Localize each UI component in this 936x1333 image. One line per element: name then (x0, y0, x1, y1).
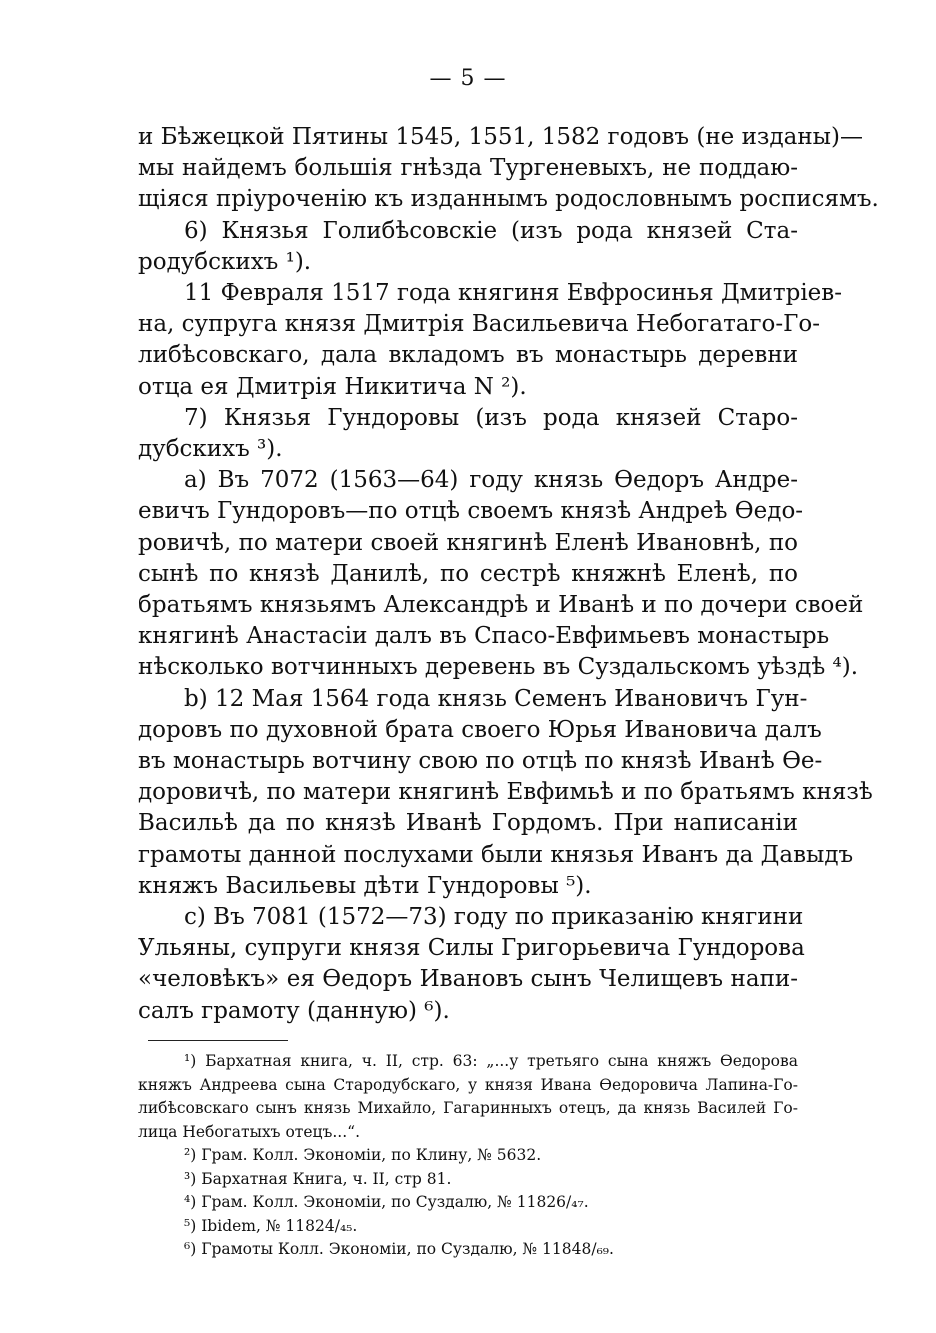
body-line: либѣсовскаго, дала вкладомъ въ монастырь деревни (138, 342, 798, 369)
body-line: дубскихъ ³). (138, 436, 283, 463)
body-line: княжъ Васильевы дѣти Гундоровы ⁵). (138, 872, 592, 899)
footnote-line: ⁴) Грам. Колл. Экономіи, по Суздалю, № 11826/₄₇. (184, 1193, 589, 1211)
footnote-line: ¹) Бархатная книга, ч. II, стр. 63: „...у третьяго сына княжъ Ѳедорова (184, 1052, 798, 1070)
body-line: 11 Февраля 1517 года княгиня Евфросинья Дмитріев- (184, 280, 843, 307)
body-line: на, супруга князя Дмитрія Васильевича Небогатаго-Го- (138, 311, 821, 338)
body-line: мы найдемъ большія гнѣзда Тургеневыхъ, не поддаю- (138, 155, 798, 182)
section-heading-line: 7) Князья Гундоровы (изъ рода князей Старо- (184, 404, 798, 431)
footnote-line: ⁵) Ibidem, № 11824/₄₅. (184, 1216, 358, 1235)
body-line: и Бѣжецкой Пятины 1545, 1551, 1582 годовъ (не изданы)— (138, 124, 863, 150)
footnote-line: ³) Бархатная Книга, ч. II, стр 81. (184, 1169, 452, 1188)
footnote-line: ²) Грам. Колл. Экономіи, по Клину, № 5632. (184, 1146, 542, 1164)
body-line: грамоты данной послухами были князья Иванъ да Давыдъ (138, 841, 854, 868)
body-line: доровъ по духовной брата своего Юрья Ивановича далъ (138, 716, 822, 743)
body-text (138, 122, 879, 1027)
body-line: c) Въ 7081 (1572—73) году по приказанію княгини (184, 904, 804, 931)
body-line: a) Въ 7072 (1563—64) году князь Ѳедоръ Андре- (184, 467, 798, 494)
body-line: братьямъ князьямъ Александрѣ и Иванѣ и по дочери своей (138, 592, 864, 619)
body-line: b) 12 Мая 1564 года князь Семенъ Ивановичъ Гун- (184, 685, 808, 712)
body-line: «человѣкъ» ея Ѳедоръ Ивановъ сынъ Челищевъ напи- (138, 966, 798, 993)
body-line: евичъ Гундоровъ—по отцѣ своемъ князѣ Андреѣ Ѳедо- (138, 498, 804, 525)
body-line: отца ея Дмитрія Никитича N ²). (138, 373, 527, 400)
body-line: щіяся пріуроченію къ изданнымъ родословнымъ росписямъ. (138, 186, 879, 213)
footnote-line: лица Небогатыхъ отецъ...“. (138, 1122, 361, 1141)
body-line: салъ грамоту (данную) ⁶). (138, 997, 450, 1024)
section-heading-line: 6) Князья Голибѣсовскіе (изъ рода князей Ста- (184, 217, 798, 244)
body-line: ровичѣ, по матери своей княгинѣ Еленѣ Ивановнѣ, по (138, 529, 798, 556)
footnote-line: княжъ Андреева сына Стародубскаго, у князя Ивана Ѳедоровича Лапина-Го- (138, 1075, 798, 1094)
body-line: доровичѣ, по матери княгинѣ Евфимьѣ и по братьямъ князѣ (138, 779, 873, 806)
body-line: нѣсколько вотчинныхъ деревень въ Суздальскомъ уѣздѣ ⁴). (138, 654, 859, 681)
body-line: въ монастырь вотчину свою по отцѣ по князѣ Иванѣ Ѳе- (138, 748, 823, 775)
footnote-line: либѣсовскаго сынъ князь Михайло, Гагаринныхъ отецъ, да князь Василей Го- (138, 1099, 798, 1117)
footnote-divider (148, 1040, 288, 1041)
body-line: Ульяны, супруги князя Силы Григорьевича Гундорова (138, 935, 805, 962)
body-line: сынѣ по князѣ Данилѣ, по сестрѣ княжнѣ Еленѣ, по (138, 560, 798, 587)
footnote-line: ⁶) Грамоты Колл. Экономіи, по Суздалю, № 11848/₆₉. (184, 1240, 614, 1258)
footnotes (138, 1050, 798, 1262)
page-number: — 5 — (429, 66, 507, 91)
body-line: княгинѣ Анастасіи далъ въ Спасо-Евфимьевъ монастырь (138, 623, 830, 650)
body-line: Васильѣ да по князѣ Иванѣ Гордомъ. При написаніи (138, 810, 798, 837)
body-line: родубскихъ ¹). (138, 248, 312, 275)
